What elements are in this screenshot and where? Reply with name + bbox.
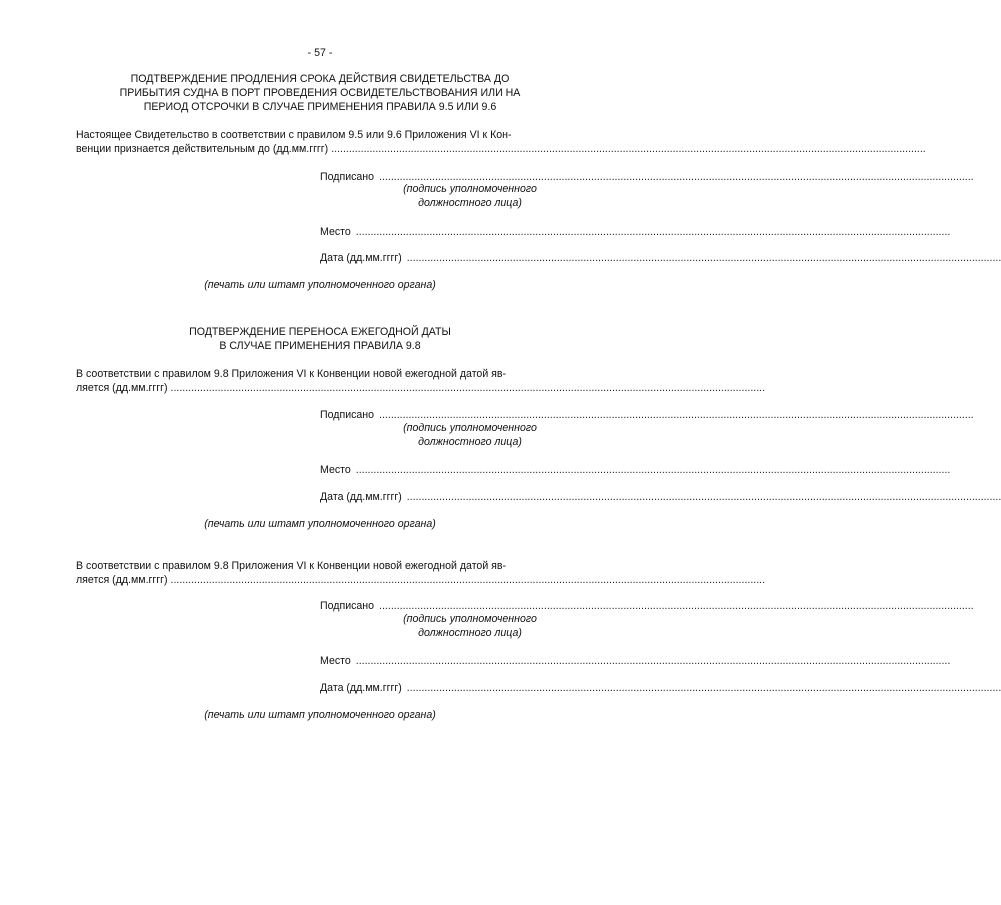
section2-heading-line: В СЛУЧАЕ ПРИМЕНЕНИЯ ПРАВИЛА 9.8: [219, 340, 421, 352]
section2-heading-line: ПОДТВЕРЖДЕНИЕ ПЕРЕНОСА ЕЖЕГОДНОЙ ДАТЫ: [189, 326, 451, 338]
section1-signature-note: [400, 182, 540, 210]
date-label: Дата (дд.мм.гггг): [320, 252, 402, 264]
section2-date-field[interactable]: ..........................................................................................................................................................................................................: [170, 382, 766, 394]
section2-heading: [0, 325, 640, 353]
section1-heading: [0, 72, 640, 114]
signature-line[interactable]: ..........................................................................................................................................................................................................: [379, 600, 974, 612]
section2-stamp-note: (печать или штамп уполномоченного органа): [204, 518, 436, 530]
section3-stamp-note: (печать или штамп уполномоченного органа): [204, 709, 436, 721]
section2-text: В соответствии с правилом 9.8 Приложения VI к Конвенции новой ежегодной датой яв-: [76, 368, 507, 380]
section2-text-line: [76, 367, 564, 381]
section2-paragraph: [76, 367, 766, 395]
section3-date-field-row[interactable]: [320, 681, 1001, 695]
section1-stamp-note: (печать или штамп уполномоченного органа): [204, 279, 436, 291]
place-line[interactable]: ..........................................................................................................................................................................................................: [355, 655, 951, 667]
signature-note-line: (подпись уполномоченного: [403, 613, 537, 625]
section1-place-field[interactable]: [320, 225, 951, 239]
section2-date-field-row[interactable]: [320, 490, 1001, 504]
section3-place-field[interactable]: [320, 654, 951, 668]
date-label: Дата (дд.мм.гггг): [320, 682, 402, 694]
section2-signed-field[interactable]: [320, 408, 974, 422]
signature-note-line: (подпись уполномоченного: [403, 422, 537, 434]
place-line[interactable]: ..........................................................................................................................................................................................................: [355, 464, 951, 476]
section3-paragraph: [76, 559, 766, 587]
section2-place-field[interactable]: [320, 463, 951, 477]
signature-line[interactable]: ..........................................................................................................................................................................................................: [379, 409, 974, 421]
signed-label: Подписано: [320, 600, 375, 612]
section3-text-line: [76, 559, 564, 573]
signature-line[interactable]: ..........................................................................................................................................................................................................: [379, 171, 974, 183]
signature-note-line: должностного лица): [418, 627, 522, 639]
place-label: Место: [320, 226, 351, 238]
date-line[interactable]: ..........................................................................................................................................................................................................: [406, 252, 1001, 264]
place-label: Место: [320, 655, 351, 667]
date-label: Дата (дд.мм.гггг): [320, 491, 402, 503]
section3-signed-field[interactable]: [320, 599, 974, 613]
signature-note-line: должностного лица): [418, 197, 522, 209]
page-number: - 57 -: [307, 47, 333, 59]
section3-date-field[interactable]: ..........................................................................................................................................................................................................: [170, 574, 766, 586]
section2-text-line: [76, 381, 766, 395]
signature-note-line: (подпись уполномоченного: [403, 183, 537, 195]
section1-heading-line: ПОДТВЕРЖДЕНИЕ ПРОДЛЕНИЯ СРОКА ДЕЙСТВИЯ СВИДЕТЕЛЬСТВА ДО: [130, 73, 510, 85]
section2-signature-note: [400, 421, 540, 449]
section1-heading-line: ПРИБЫТИЯ СУДНА В ПОРТ ПРОВЕДЕНИЯ ОСВИДЕТЕЛЬСТВОВАНИЯ ИЛИ НА: [119, 87, 521, 99]
section1-text: венции признается действительным до (дд.мм.гггг): [76, 143, 329, 155]
signed-label: Подписано: [320, 409, 375, 421]
section2-text: ляется (дд.мм.гггг): [76, 382, 168, 394]
section3-text-line: [76, 573, 766, 587]
section3-signature-note: [400, 612, 540, 640]
date-line[interactable]: ..........................................................................................................................................................................................................: [406, 491, 1001, 503]
section3-text: ляется (дд.мм.гггг): [76, 574, 168, 586]
section1-text: Настоящее Свидетельство в соответствии с правилом 9.5 или 9.6 Приложения VI к Кон-: [76, 129, 512, 141]
place-label: Место: [320, 464, 351, 476]
section1-date-field-row[interactable]: [320, 251, 1001, 265]
section1-text-line: [76, 128, 564, 142]
section1-paragraph: [76, 128, 926, 156]
section1-text-line: [76, 142, 926, 156]
place-line[interactable]: ..........................................................................................................................................................................................................: [355, 226, 951, 238]
section1-date-field[interactable]: ..........................................................................................................................................................................................................: [331, 143, 926, 155]
section1-heading-line: ПЕРИОД ОТСРОЧКИ В СЛУЧАЕ ПРИМЕНЕНИЯ ПРАВИЛА 9.5 ИЛИ 9.6: [143, 101, 497, 113]
signed-label: Подписано: [320, 171, 375, 183]
section3-text: В соответствии с правилом 9.8 Приложения VI к Конвенции новой ежегодной датой яв-: [76, 560, 507, 572]
signature-note-line: должностного лица): [418, 436, 522, 448]
date-line[interactable]: ..........................................................................................................................................................................................................: [406, 682, 1001, 694]
